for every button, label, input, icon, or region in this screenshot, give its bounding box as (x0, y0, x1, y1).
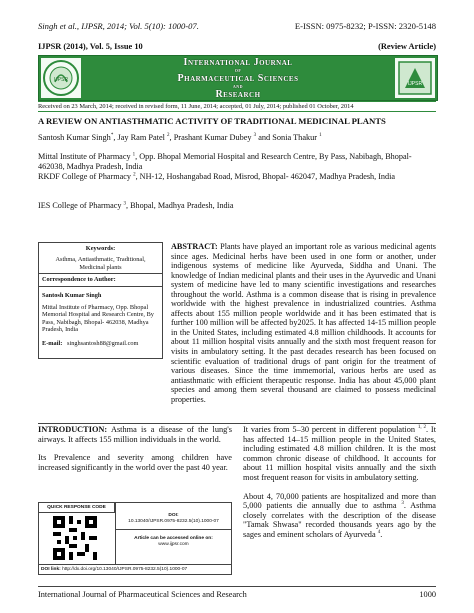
body-paragraph-2: About 4, 70,000 patients are hospitalized and more than 5,000 patients die annually due to asthma $^3$. Asthma closely correlates with the description of the disease "Tamak Shwasa" recorded thousands years ago by the sages and eminent scholars of Ayurveda $^4$. (243, 491, 436, 539)
issn: E-ISSN: 0975-8232; P-ISSN: 2320-5148 (294, 21, 436, 31)
page-number: 1000 (419, 590, 436, 599)
qr-info (115, 503, 231, 564)
doi-value: 10.13040/IJPSR.0975-8232.5(10).1000-07 (128, 519, 219, 524)
intro-paragraph-1: INTRODUCTION: Asthma is a disease of the lung's airways. It affects 155 million individuals in the world. (38, 425, 232, 444)
journal-logo-right (395, 58, 435, 98)
correspondence-heading: Correspondence to Author: (39, 273, 162, 286)
article-type: (Review Article) (378, 42, 436, 51)
qr-divider (116, 529, 231, 530)
affiliation-2: RKDF College of Pharmacy $^2$, NH-12, Hoshangabad Road, Misrod, Bhopal- 462047, Madhya Pradesh, India (38, 172, 396, 181)
affiliation-1: Mittal Institute of Pharmacy $^1$, Opp. Bhopal Memorial Hospital and Research Centre, By Pass, Nabibagh, Bhopal- 462038, Madhya Pradesh, India (38, 152, 412, 171)
journal-issue: IJPSR (2014), Vol. 5, Issue 10 (38, 42, 143, 51)
qr-heading: QUICK RESPONSE CODE (39, 503, 115, 513)
author-list: Santosh Kumar Singh*, Jay Ram Patel $^2$, Prashant Kumar Dubey $^3$ and Sonia Thakur $^1$ (38, 133, 322, 142)
email-link[interactable]: singhsantosh88@gmail.com (67, 339, 139, 347)
doi-label: DOI: (168, 513, 179, 518)
qr-code-image[interactable] (53, 516, 97, 560)
doi-link-row: DOI link: http://dx.doi.org/10.13040/IJPSR.0975-8232.5(10).1000-07 (39, 564, 231, 574)
keywords: Asthma, Antiasthmatic, Traditional, Medicinal plants (55, 256, 146, 271)
abstract: ABSTRACT: Plants have played an important role as various medicinal agents since ages. Medicinal herbs have been used in one form or another, under indigenous systems of medicine like Ayurveda, Siddha and Unani. The knowledge of Indian medicinal plants and their uses in the Ayurvedic and Unani system of medicine have led to many scientific investigations and researches throughout the world. Asthma is a common disease that is rising in prevalence worldwide with the highest prevalence in industrialized countries. Asthma affects about 155 million people worldwide and it has been estimated that is further 100 million will be affected by2025. It has affected 14-15 million people in the United States, including estimated 4.8 million childhoods. It accounts for about 11 million hospital visits annually and the sixth most frequent reason for visits in ambulatory setting. It the past decades research has been focused on scientific evaluation of traditional drugs of pant origin for the treatment of various diseases. Since the time immemorial, various herbs are used as antiasthmatic with efficient therapeutic response. India has about 45,000 plant species and among them several thousand are claimed to possess medicinal properties. (171, 242, 436, 404)
correspondence-address: Mittal Institute of Pharmacy, Opp. Bhopal Memorial Hospital and Research Centre, By Pass, Nabibagh, Bhopal- 462038, Madhya Pradesh, India (42, 304, 154, 334)
correspondence-name: Santosh Kumar Singh (42, 291, 102, 299)
quick-response-box (38, 502, 232, 575)
intro-paragraph-2: Its Prevalence and severity among children have increased significantly in the world over the past 40 year. (38, 453, 232, 472)
journal-website[interactable]: www.ijpsr.com (158, 542, 189, 547)
affiliation-3: IES College of Pharmacy $^3$, Bhopal, Madhya Pradesh, India (38, 201, 234, 210)
body-paragraph-1: It varies from 5–30 percent in different population $^{1, 2}$. It has affected 14–15 million people in the United States, including estimated 4.8 million children. It is the most common chronic disease of childhood. It accounts for about 11 million hospital visits annually and the sixth most frequent reason for visits in ambulatory setting. (243, 425, 436, 482)
svg-text:IJPSR: IJPSR (407, 81, 423, 87)
introduction-column (38, 425, 232, 481)
access-label: Article can be accessed online on: (134, 536, 213, 541)
footer-divider (38, 586, 436, 587)
section-divider (38, 423, 436, 424)
received-dates: Received on 23 March, 2014; received in revised form, 11 June, 2014; accepted, 01 July, 2014; published 01 October, 2014 (38, 101, 436, 112)
doi-link[interactable]: http://dx.doi.org/10.13040/IJPSR.0975-8232.5(10).1000-07 (62, 567, 188, 572)
correspondence-email: E-mail: singhsantosh88@gmail.com (42, 339, 139, 347)
journal-name: International Journal of Pharmaceutical Sciences and Research (177, 57, 299, 100)
running-citation: Singh et al., IJPSR, 2014; Vol. 5(10): 1000-07. (38, 21, 199, 31)
svg-text:IJPSR: IJPSR (53, 77, 69, 83)
article-title: A REVIEW ON ANTIASTHMATIC ACTIVITY OF TRADITIONAL MEDICINAL PLANTS (38, 116, 386, 126)
right-column (243, 425, 436, 549)
footer-journal: International Journal of Pharmaceutical Sciences and Research (38, 590, 247, 599)
article-info-box (38, 242, 163, 359)
journal-banner (38, 55, 438, 101)
keywords-heading: Keywords: (85, 245, 116, 252)
journal-logo-left (41, 58, 81, 98)
